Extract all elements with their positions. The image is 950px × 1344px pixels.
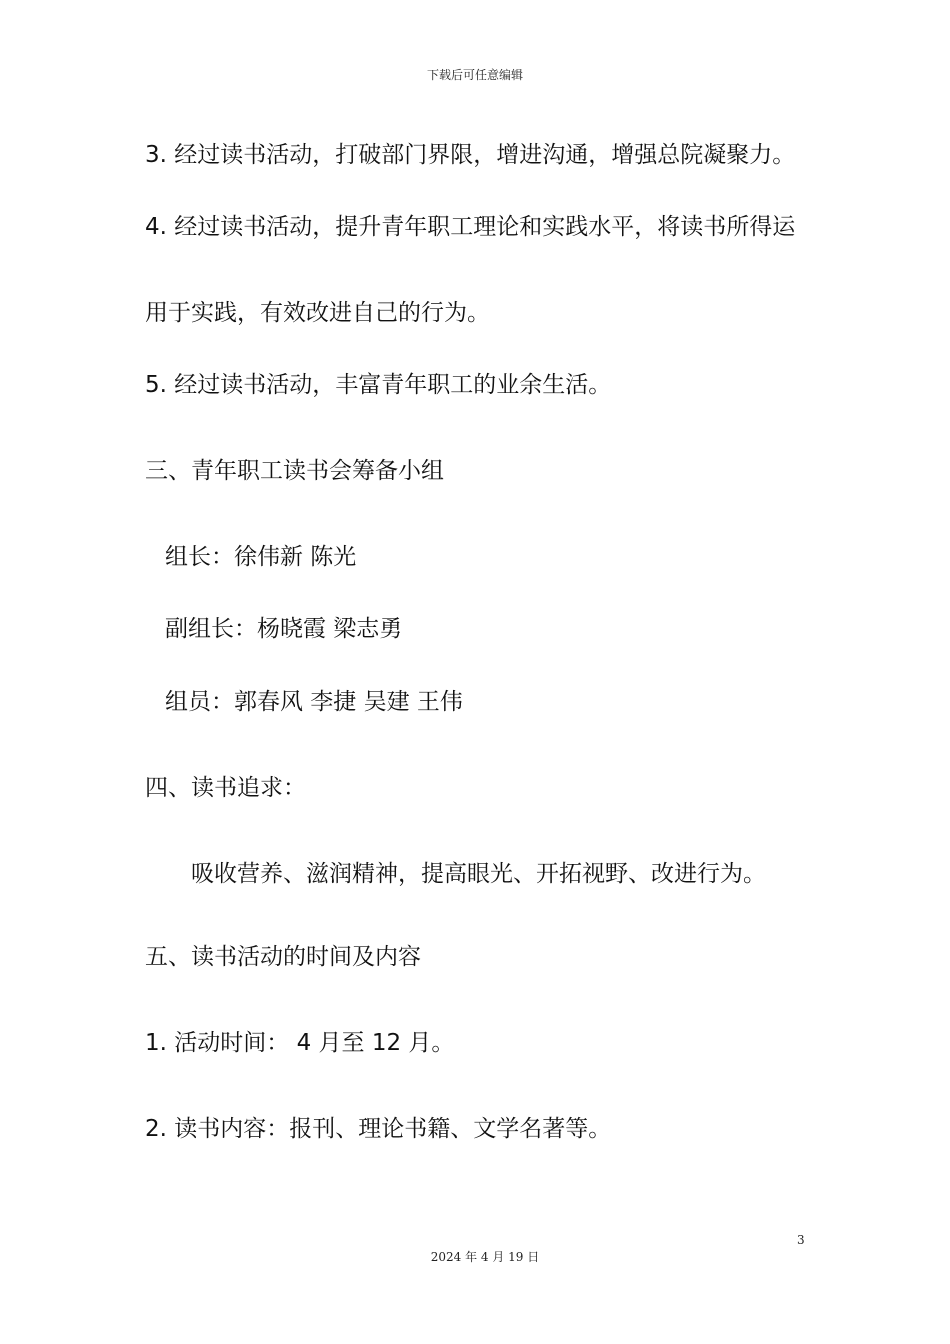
members-line: 组员：郭春风 李捷 吴建 王伟 (165, 689, 463, 715)
page-header: 下载后可任意编辑 (426, 68, 523, 82)
section-heading-5: 五、读书活动的时间及内容 (145, 944, 421, 970)
deputy-leader-line: 副组长：杨晓霞 梁志勇 (165, 616, 403, 642)
activity-time-item: 1. 活动时间： 4 月至 12 月。 (145, 1030, 455, 1056)
reading-goal-text: 吸收营养、滋润精神，提高眼光、开拓视野、改进行为。 (191, 861, 766, 887)
section-heading-3: 三、青年职工读书会筹备小组 (145, 458, 444, 484)
paragraph-item-4: 4. 经过读书活动，提升青年职工理论和实践水平，将读书所得运 (145, 214, 796, 240)
reading-content-item: 2. 读书内容：报刊、理论书籍、文学名著等。 (145, 1116, 612, 1142)
paragraph-item-4-continued: 用于实践，有效改进自己的行为。 (145, 300, 490, 326)
section-heading-4: 四、读书追求： (145, 775, 306, 801)
paragraph-item-3: 3. 经过读书活动，打破部门界限，增进沟通，增强总院凝聚力。 (145, 142, 796, 168)
footer-date: 2024 年 4 月 19 日 (430, 1250, 540, 1264)
page-number: 3 (797, 1233, 805, 1247)
group-leader-line: 组长：徐伟新 陈光 (165, 544, 357, 570)
paragraph-item-5: 5. 经过读书活动，丰富青年职工的业余生活。 (145, 372, 612, 398)
